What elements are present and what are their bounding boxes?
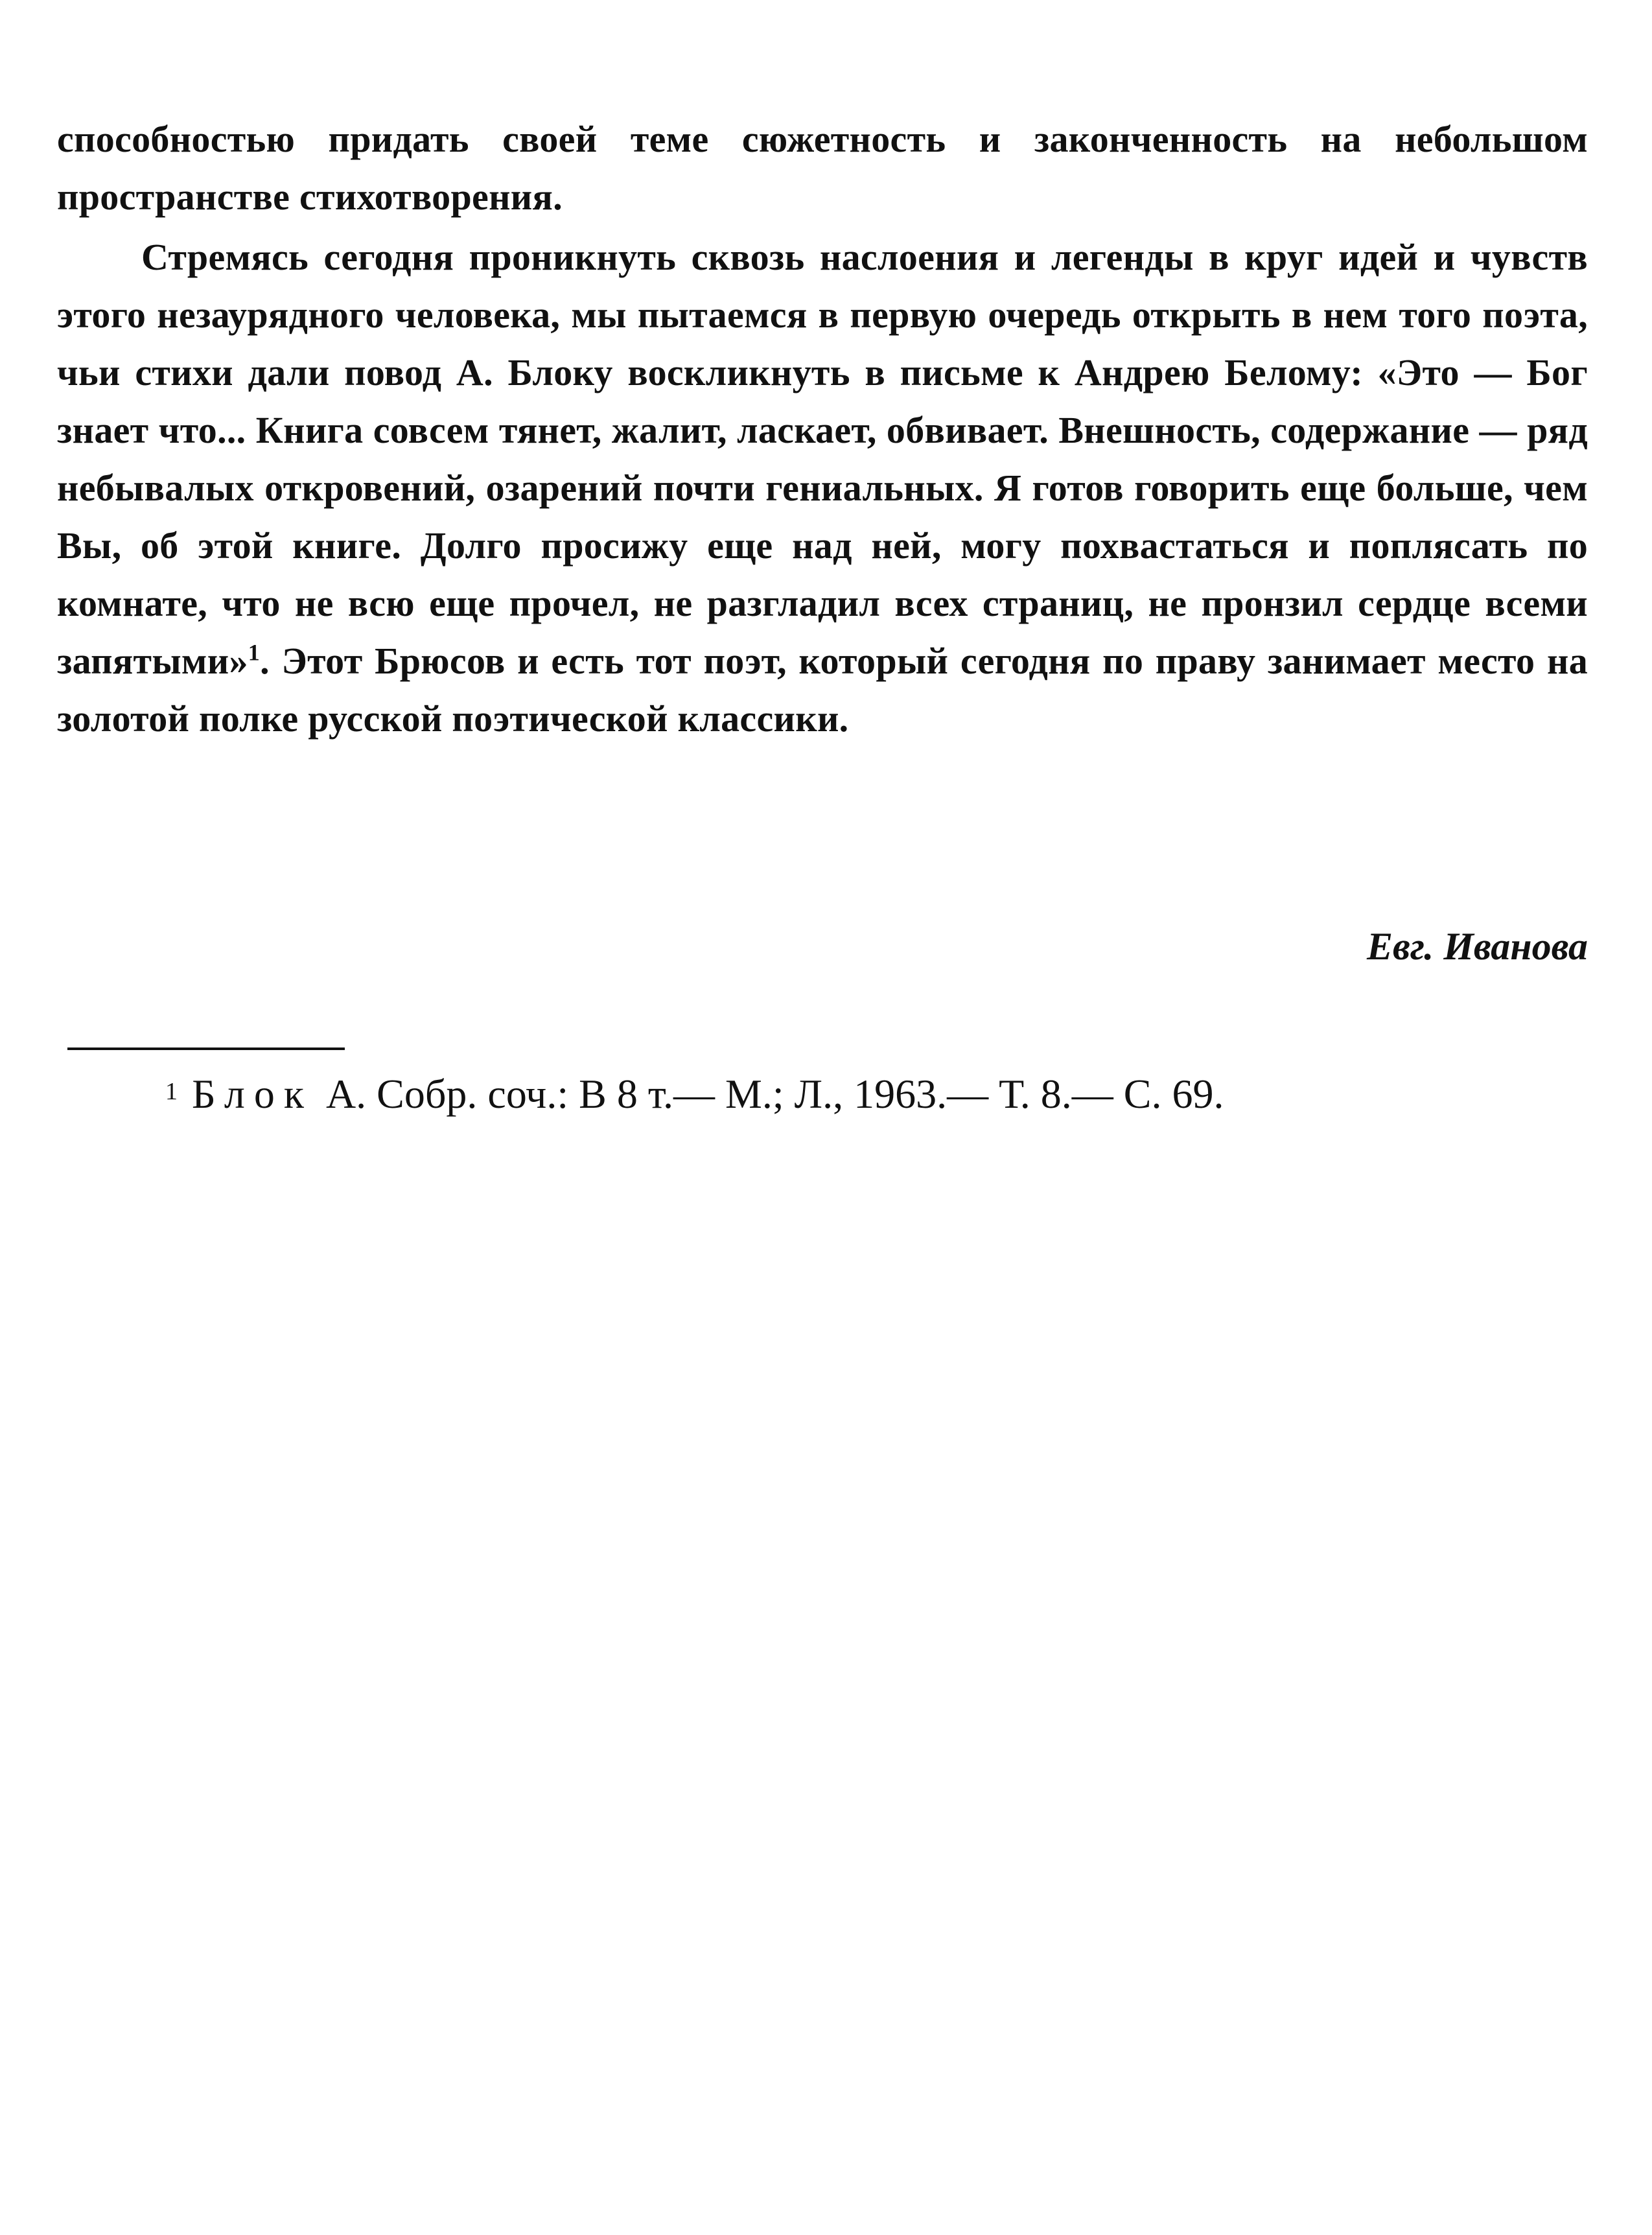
footnote-mark: 1 <box>165 1078 178 1105</box>
paragraph-2 <box>57 228 1588 747</box>
footnote-reference: 1 <box>248 639 261 666</box>
footnote-author: Блок <box>192 1071 313 1117</box>
footnote-text: А. Собр. соч.: В 8 т.— М.; Л., 1963.— Т. 8.— С. 69. <box>325 1071 1224 1117</box>
footnote-divider <box>67 1047 345 1050</box>
paragraph-2-tail: . Этот Брюсов и есть тот поэт, который сегодня по праву занимает место на золотой полке русской поэтической классики. <box>57 640 1588 740</box>
paragraph-1: способностью придать своей теме сюжетность и законченность на небольшом пространстве стихотворения. <box>57 118 1588 218</box>
author-signature: Евг. Иванова <box>1367 925 1588 968</box>
paragraph-2-main: Стремясь сегодня проникнуть сквозь наслоения и легенды в круг идей и чувств этого незаурядного человека, мы пытаемся в первую очередь открыть в нем того поэта, чьи стихи дали повод А. Блоку воскликнуть в письме к Андрею Белому: «Это — Бог знает что... Книга совсем тянет, жалит, ласкает, обвивает. Внешность, содержание — ряд небывалых откровений, озарений почти гениальных. Я готов говорить еще больше, чем Вы, об этой книге. Долго просижу еще над ней, могу похвастаться и поплясать по комнате, что не всю еще прочел, не разгладил всех страниц, не пронзил сердце всеми запятыми» <box>57 236 1588 682</box>
footnote <box>165 1063 1224 1125</box>
